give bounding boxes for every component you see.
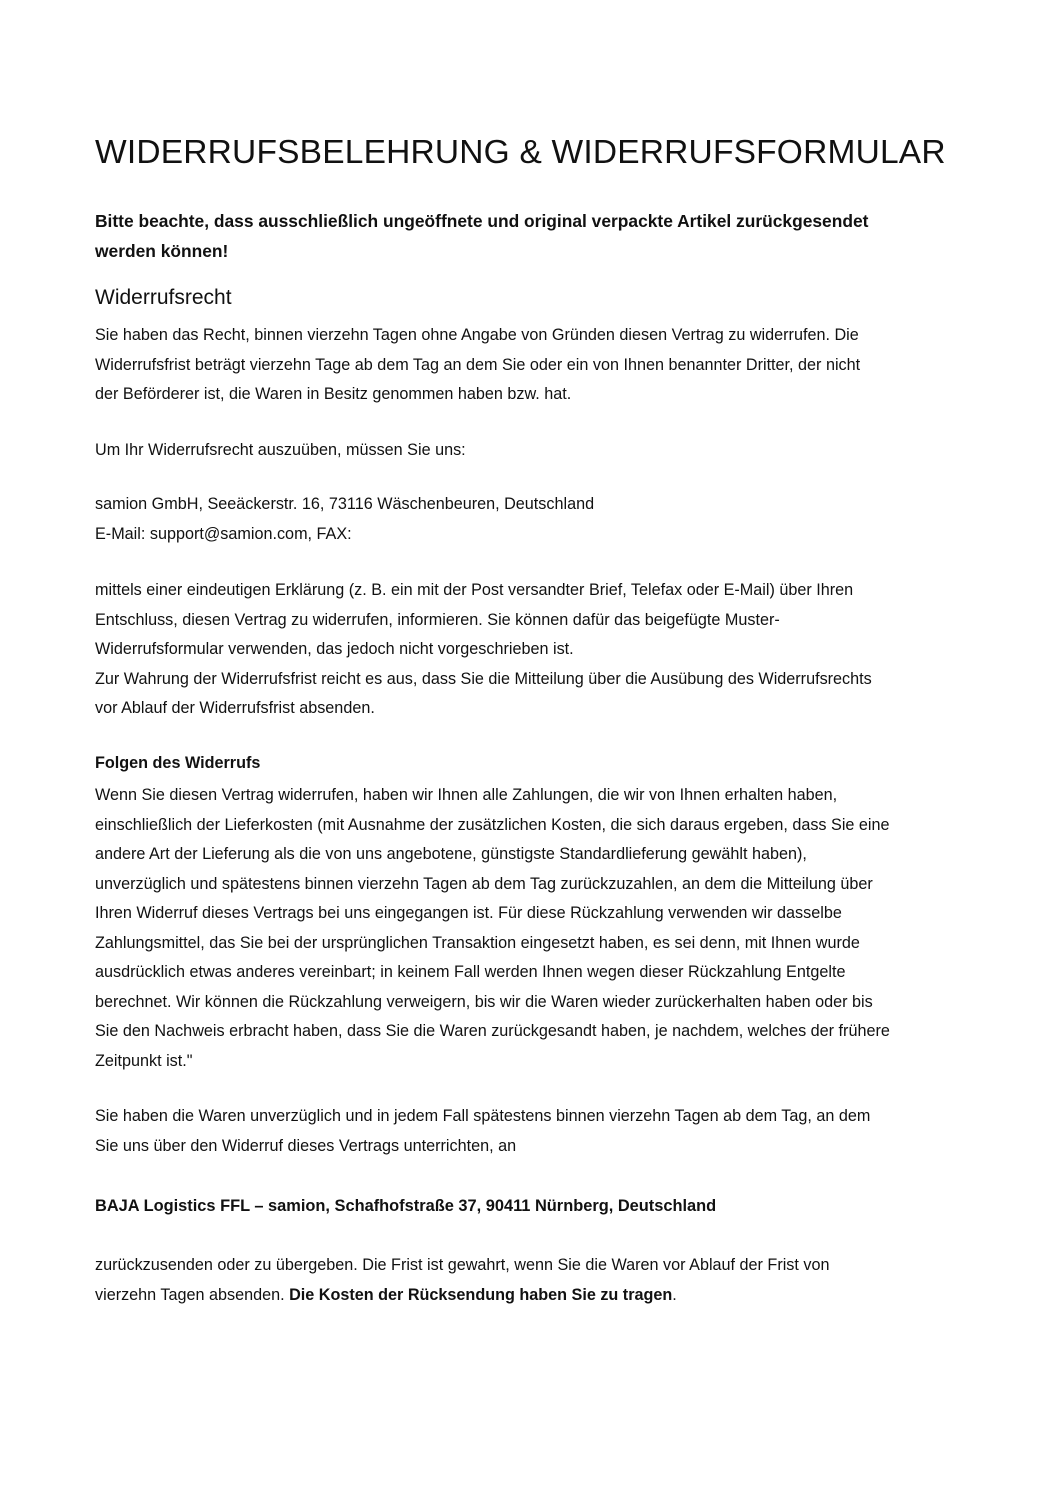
return-notice-line: werden können! bbox=[95, 241, 229, 261]
section-heading-widerrufsrecht: Widerrufsrecht bbox=[95, 286, 232, 309]
declaration-paragraph bbox=[95, 576, 965, 724]
declaration-line: vor Ablauf der Widerrufsfrist absenden. bbox=[95, 699, 375, 717]
consequences-line: ausdrücklich etwas anderes vereinbart; in keinem Fall werden Ihnen wegen dieser Rückzahlung Entgelte bbox=[95, 963, 846, 981]
deadline-period: . bbox=[672, 1285, 677, 1304]
consequences-line: einschließlich der Lieferkosten (mit Ausnahme der zusätzlichen Kosten, die sich daraus ergeben, dass Sie eine bbox=[95, 815, 890, 834]
consequences-heading: Folgen des Widerrufs bbox=[95, 754, 261, 772]
intro-line: Sie haben das Recht, binnen vierzehn Tagen ohne Angabe von Gründen diesen Vertrag zu widerrufen. Die bbox=[95, 326, 859, 344]
document-title: WIDERRUFSBELEHRUNG & WIDERRUFSFORMULAR bbox=[95, 134, 946, 171]
consequences-line: Wenn Sie diesen Vertrag widerrufen, haben wir Ihnen alle Zahlungen, die wir von Ihnen erhalten haben, bbox=[95, 786, 838, 804]
intro-line: Widerrufsfrist beträgt vierzehn Tage ab dem Tag an dem Sie oder ein von Ihnen benannter Dritter, der nicht bbox=[95, 355, 861, 374]
return-notice-line: Bitte beachte, dass ausschließlich ungeöffnete und original verpackte Artikel zurückgesendet bbox=[95, 211, 869, 231]
exercise-line: Um Ihr Widerrufsrecht auszuüben, müssen Sie uns: bbox=[95, 441, 466, 459]
exercise-paragraph bbox=[95, 436, 965, 466]
consequences-line: unverzüglich und spätestens binnen vierzehn Tagen ab dem Tag zurückzuzahlen, an dem die Mitteilung über bbox=[95, 874, 873, 893]
consequences-line: berechnet. Wir können die Rückzahlung verweigern, bis wir die Waren wieder zurückerhalten haben oder bis bbox=[95, 992, 873, 1011]
deadline-paragraph bbox=[95, 1251, 965, 1310]
deadline-line-2 bbox=[95, 1281, 965, 1311]
deadline-text: vierzehn Tagen absenden. bbox=[95, 1285, 290, 1304]
consequences-line: Ihren Widerruf dieses Vertrags bei uns eingegangen ist. Für diese Rückzahlung verwenden wir dasselbe bbox=[95, 904, 842, 922]
declaration-line: Entschluss, diesen Vertrag zu widerrufen, informieren. Sie können dafür das beigefügte Muster- bbox=[95, 610, 780, 629]
consequences-line: Zahlungsmittel, das Sie bei der ursprünglichen Transaktion eingesetzt haben, es sei denn, mit Ihnen wurde bbox=[95, 933, 860, 952]
intro-paragraph bbox=[95, 321, 965, 410]
consequences-paragraph bbox=[95, 781, 965, 1076]
consequences-line: Zeitpunkt ist." bbox=[95, 1051, 193, 1070]
return-line: Sie uns über den Widerruf dieses Vertrags unterrichten, an bbox=[95, 1136, 517, 1155]
return-cost-notice: Die Kosten der Rücksendung haben Sie zu tragen bbox=[289, 1285, 673, 1304]
intro-line: der Beförderer ist, die Waren in Besitz genommen haben bzw. hat. bbox=[95, 385, 572, 403]
return-address: BAJA Logistics FFL – samion, Schafhofstraße 37, 90411 Nürnberg, Deutschland bbox=[95, 1197, 717, 1215]
declaration-line: Zur Wahrung der Widerrufsfrist reicht es aus, dass Sie die Mitteilung über die Ausübung des Widerrufsrechts bbox=[95, 669, 872, 688]
return-line: Sie haben die Waren unverzüglich und in jedem Fall spätestens binnen vierzehn Tagen ab dem Tag, an dem bbox=[95, 1107, 871, 1125]
declaration-line: mittels einer eindeutigen Erklärung (z. B. ein mit der Post versandter Brief, Telefax oder E-Mail) über Ihren bbox=[95, 581, 854, 599]
contact-block bbox=[95, 490, 965, 549]
consequences-line: Sie den Nachweis erbracht haben, dass Sie die Waren zurückgesandt haben, je nachdem, welches der frühere bbox=[95, 1022, 890, 1040]
consequences-line: andere Art der Lieferung als die von uns angebotene, günstigste Standardlieferung gewählt haben), bbox=[95, 845, 807, 863]
return-paragraph bbox=[95, 1102, 965, 1161]
deadline-line: zurückzusenden oder zu übergeben. Die Frist ist gewahrt, wenn Sie die Waren vor Ablauf der Frist von bbox=[95, 1256, 830, 1274]
contact-email-fax: E-Mail: support@samion.com, FAX: bbox=[95, 524, 352, 543]
return-notice bbox=[95, 206, 955, 266]
declaration-line: Widerrufsformular verwenden, das jedoch nicht vorgeschrieben ist. bbox=[95, 640, 574, 658]
contact-address: samion GmbH, Seeäckerstr. 16, 73116 Wäschenbeuren, Deutschland bbox=[95, 495, 595, 513]
